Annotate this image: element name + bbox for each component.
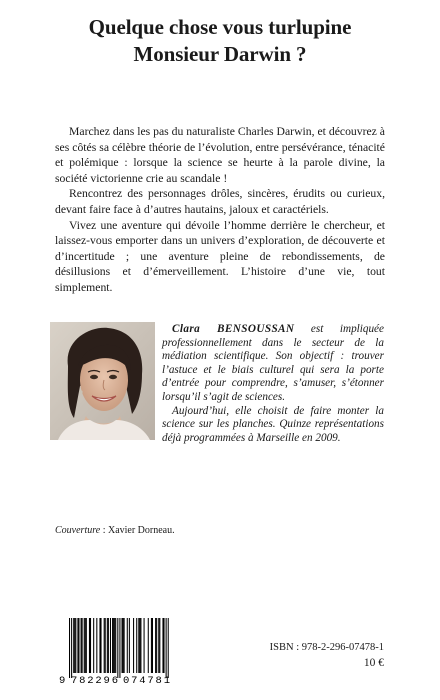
barcode-bar xyxy=(139,618,140,673)
barcode-bar xyxy=(101,618,102,673)
barcode-bar xyxy=(144,618,145,673)
barcode-bar xyxy=(71,618,72,678)
barcode-bar xyxy=(81,618,82,673)
book-title-line-1: Quelque chose vous turlupine xyxy=(88,15,352,39)
bio-paragraph-1 xyxy=(162,323,384,405)
isbn-number: ISBN : 978-2-296-07478-1 xyxy=(269,642,384,653)
barcode-bar xyxy=(99,618,100,673)
barcode-bar xyxy=(124,618,125,673)
barcode-bar xyxy=(129,618,130,673)
barcode-bar xyxy=(162,618,163,673)
bio-paragraph-1-text: est impliquée professionnellement dans le secteur de la médiation scientifique. Son objectif : trouver l’astuce et le biais culturel qui sera la porte d’entrée pour comprendre, s’amuser, s’étonner lorsqu’il s’agit de sciences. xyxy=(162,323,384,403)
barcode-bar xyxy=(140,618,141,673)
barcode-bar xyxy=(86,618,87,673)
barcode-bar xyxy=(123,618,124,673)
barcode-bar xyxy=(164,618,165,673)
barcode-bar xyxy=(96,618,97,673)
cover-credit-label: Couverture xyxy=(55,525,101,536)
barcode-bar xyxy=(138,618,139,673)
barcode-bar xyxy=(89,618,90,673)
blurb-paragraph-1: Marchez dans les pas du naturaliste Charles Darwin, et découvrez à ses côtés sa célèbre théorie de l’évolution, entre persévérance, ténacité et polémique : lorsque la science se heurte à la parole divine, la société victorienne crie au scandale ! xyxy=(55,125,385,185)
barcode-bar xyxy=(113,618,114,673)
barcode-bar xyxy=(104,618,105,673)
barcode-bar xyxy=(122,618,123,673)
barcode-bar xyxy=(107,618,108,673)
price: 10 € xyxy=(363,657,384,669)
book-title xyxy=(0,14,440,68)
barcode-bar xyxy=(136,618,137,673)
barcode-bar xyxy=(115,618,116,673)
barcode-bar xyxy=(74,618,75,673)
author-biography xyxy=(162,323,384,445)
barcode-bar xyxy=(90,618,91,673)
barcode-bar xyxy=(93,618,94,673)
barcode-bar xyxy=(114,618,115,673)
barcode-bar xyxy=(155,618,156,673)
barcode-bar xyxy=(159,618,160,673)
barcode xyxy=(57,616,181,686)
cover-credit-name: Xavier Dorneau. xyxy=(107,525,175,536)
barcode-bar xyxy=(168,618,169,678)
barcode-bar xyxy=(156,618,157,673)
blurb-paragraph-2: Rencontrez des personnages drôles, sincères, érudits ou curieux, devant faire face à d’autres hautains, jaloux et caractériels. xyxy=(55,187,385,216)
back-cover-blurb xyxy=(55,124,385,296)
barcode-bars xyxy=(57,616,181,686)
blurb-paragraph-3: Vivez une aventure qui dévoile l’homme derrière le chercheur, et laissez-vous emporter dans un univers d’exploration, de découverte et d’incertitude ; une aventure pleine de rebondissements, de désillusions et d’émerveillement. L’histoire d’une vie, tout simplement. xyxy=(55,218,385,294)
bio-paragraph-2: Aujourd’hui, elle choisit de faire monter la science sur les planches. Quinze représentations déjà programmées à Marseille en 2009. xyxy=(162,404,384,444)
barcode-bar xyxy=(85,618,86,673)
book-title-line-2: Monsieur Darwin ? xyxy=(133,42,307,66)
barcode-bar xyxy=(158,618,159,673)
barcode-bar xyxy=(119,618,120,678)
barcode-bar xyxy=(151,618,152,673)
barcode-bar xyxy=(110,618,111,673)
cover-credit-separator: : xyxy=(100,525,108,536)
cover-credit xyxy=(55,524,175,537)
barcode-bar xyxy=(127,618,128,673)
barcode-bar xyxy=(108,618,109,673)
barcode-bar xyxy=(78,618,79,673)
barcode-bar xyxy=(133,618,134,673)
barcode-bar xyxy=(112,618,113,673)
barcode-bar xyxy=(84,618,85,673)
barcode-bar xyxy=(148,618,149,673)
barcode-digits-left: 782296 xyxy=(71,675,118,686)
barcode-bar xyxy=(82,618,83,673)
barcode-bar xyxy=(73,618,74,673)
barcode-bar xyxy=(117,618,118,678)
author-name: Clara BENSOUSSAN xyxy=(172,323,295,335)
barcode-bar xyxy=(69,618,70,678)
barcode-bar xyxy=(105,618,106,673)
barcode-bar xyxy=(166,618,167,678)
barcode-digits-right: 074781 xyxy=(123,675,170,686)
author-portrait-icon xyxy=(50,322,155,440)
barcode-bar xyxy=(152,618,153,673)
barcode-bar xyxy=(75,618,76,673)
barcode-digit-lead: 9 xyxy=(59,675,66,686)
barcode-bar xyxy=(77,618,78,673)
